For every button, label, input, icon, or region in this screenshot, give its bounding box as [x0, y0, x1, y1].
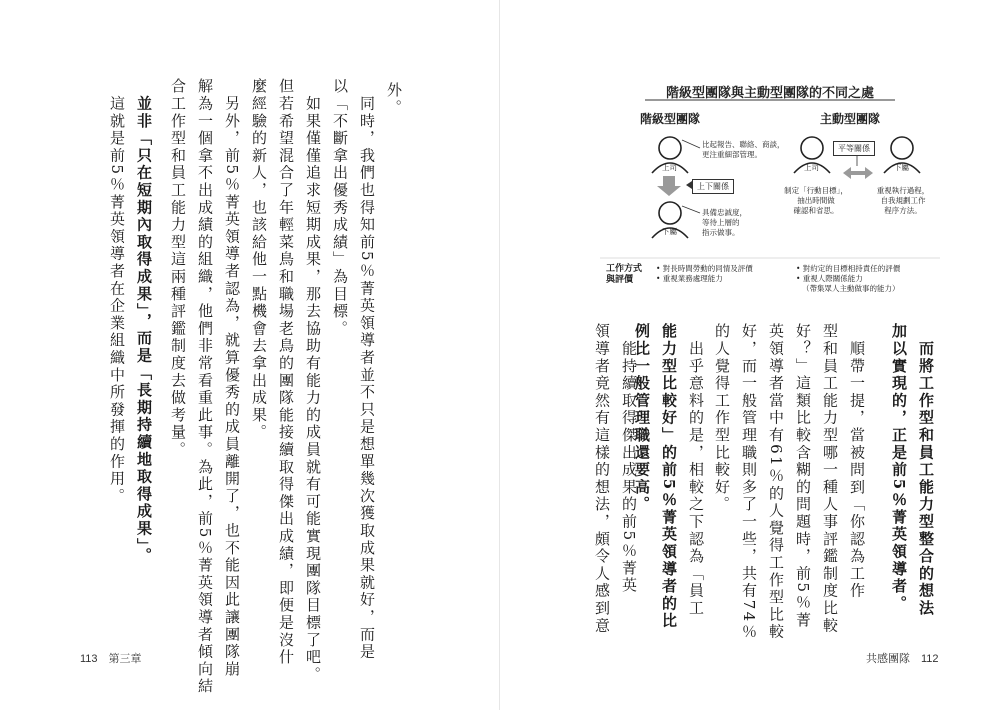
text-column: 合工作型和員工能力型這兩種評鑑制度去做考量。 [169, 78, 187, 459]
hierarchical-team-label: 階級型團隊 [640, 112, 701, 126]
text-column: 但若希望混合了年輕菜鳥和職場老鳥的團隊能接續取得傑出成績，即便是沒什 [277, 78, 295, 667]
boss-note: 制定「行動目標」， 抽出時間做 確認和省思。 [784, 186, 848, 215]
down-arrow-icon [657, 176, 681, 196]
text-column: 如果僅僅追求短期成果，那去協助有能力的成員就有可能實現團隊目標了吧。 [304, 78, 322, 684]
boss-label: 上司 [662, 163, 677, 172]
subordinate-label: 下屬 [662, 227, 677, 236]
evaluation-right-list: • 對約定的目標相持責任的評價 • 重視人際關係能力 （帶集眾人主動做事的能力） [796, 264, 901, 293]
text-column: 好，而一般管理職則多了一些，共有74％ [740, 323, 758, 641]
text-column: 解為一個拿不出成績的組織，他們非常看重此事。為此，前5％菁英領導者傾向結 [196, 78, 214, 696]
text-column: 的人覺得工作型比較好。 [713, 323, 731, 514]
text-column-bold: 而將工作型和員工能力型整合的想法 [917, 323, 935, 618]
text-column: 好？」這類比較含糊的問題時，前5％菁 [794, 323, 812, 629]
text-column: 麼經驗的新人，也該給他一點機會去拿出成果。 [250, 78, 268, 442]
text-column: 外。 [385, 82, 403, 117]
text-column: 另外，前5％菁英領導者認為，就算優秀的成員離開了，也不能因此讓團隊崩 [223, 78, 241, 679]
proactive-team-label: 主動型團隊 [820, 112, 881, 126]
text-column: 型和員工能力型哪一種人事評鑑制度比較 [821, 323, 839, 635]
text-column: 這就是前5％菁英領導者在企業組織中所發揮的作用。 [108, 78, 126, 506]
diagram-title: 階級型團隊與主動型團隊的不同之處 [665, 86, 874, 101]
text-column-bold: 能力型比較好」的前5％菁英領導者的比 [660, 323, 678, 630]
text-column: 能持續取得傑出成果的前5％菁英 [620, 323, 638, 595]
double-arrow-icon [843, 167, 873, 179]
page-number-left: 113 第三章 [80, 653, 142, 665]
text-column-bold: 加以實現的，正是前5％菁英領導者。 [890, 323, 908, 613]
boss-note: 比起報告、聯絡、商談， 更注重細部管理。 [702, 140, 785, 159]
page-number-right: 共感團隊 112 [866, 653, 939, 665]
text-column: 領導者竟然有這樣的想法，頗令人感到意 [593, 323, 611, 635]
callout-line [682, 206, 700, 213]
subordinate-label: 下屬 [894, 163, 909, 172]
text-column: 以「不斷拿出優秀成績」為目標。 [331, 78, 349, 338]
text-column: 順帶一提，當被問到「你認為工作 [848, 323, 866, 600]
text-column-bold: 例比一般管理職還要高。 [633, 323, 651, 514]
relation-box: 平等關係 [833, 141, 875, 156]
evaluation-left-list: • 對長時間勞動的同情及評價 • 重視業務處理能力 [656, 264, 753, 283]
team-comparison-diagram [600, 78, 940, 308]
subordinate-note: 具備忠誠度， 等待上層的 指示做事。 [702, 208, 747, 237]
text-column-bold: 並非「只在短期內取得成果」，而是「長期持續地取得成果」。 [135, 78, 153, 565]
text-column: 出乎意料的是，相較之下認為「員工 [687, 323, 705, 618]
boss-label: 上司 [804, 163, 819, 172]
text-column: 同時，我們也得知前5％菁英領導者並不只是想單幾次獲取成果就好，而是 [358, 78, 376, 661]
evaluation-header: 工作方式 與評價 [606, 264, 643, 285]
subordinate-note: 重視執行過程， 自我規劃工作 程序方法。 [876, 186, 930, 215]
callout-line [682, 140, 700, 148]
relation-box: 上下關係 [692, 179, 734, 194]
book-spine [499, 0, 500, 710]
text-column: 英領導者當中有61％的人覺得工作型比較 [767, 323, 785, 641]
